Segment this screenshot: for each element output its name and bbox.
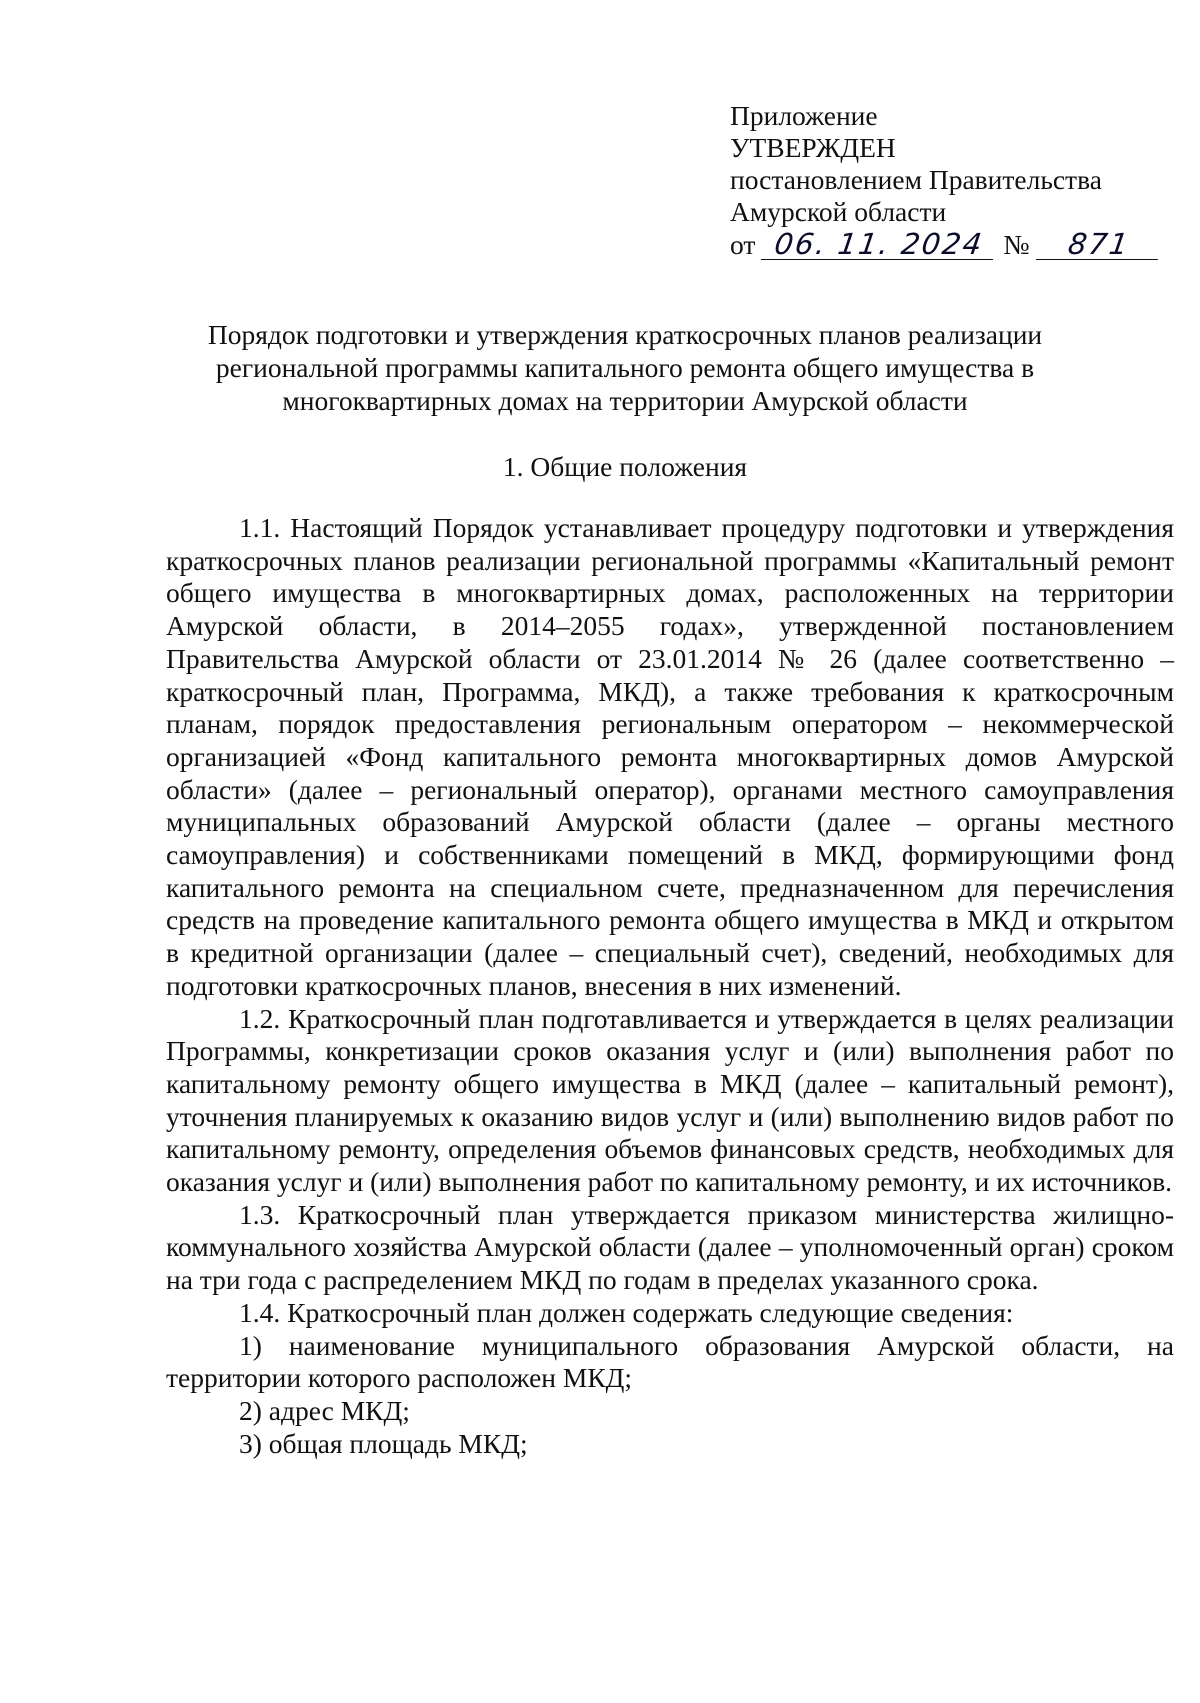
document-title-line-1: Порядок подготовки и утверждения краткосрочных планов реализации: [207, 319, 1043, 350]
document-title-line-2: региональной программы капитального ремонта общего имущества в: [215, 352, 1035, 383]
list-item-3: 3) общая площадь МКД;: [239, 1427, 528, 1459]
document-body: [166, 512, 1174, 1460]
approval-appendix-label: Приложение: [730, 100, 878, 131]
handwritten-date: 06. 11. 2024: [761, 229, 997, 260]
approval-approved-label: УТВЕРЖДЕН: [730, 132, 896, 163]
approval-region-label: Амурской области: [730, 196, 947, 227]
approval-date-number-row: [730, 229, 1170, 261]
approval-resolution-label: постановлением Правительства: [730, 164, 1102, 195]
paragraph-1-2: 1.2. Краткосрочный план подготавливается и утверждается в целях реализации Программы, конкретизации сроков оказания услуг и (или) выполнения работ по капитальному ремонту общего имущества в МКД (далее – капитальный ремонт), уточнения планируемых к оказанию видов услуг и (или) выполнению видов работ по капитальному ремонту, определения объемов финансовых средств, необходимых для оказания услуг и (или) выполнения работ по капитальному ремонту, и их источников.: [166, 1002, 1174, 1198]
approval-from-label: от: [730, 229, 756, 260]
paragraph-1-1: 1.1. Настоящий Порядок устанавливает процедуру подготовки и утверждения краткосрочных планов реализации региональной программы «Капитальный ремонт общего имущества в многоквартирных домах, расположенных на территории Амурской области, в 2014–2055 годах», утвержденной постановлением Правительства Амурской области от 23.01.2014 № 26 (далее соответственно – краткосрочный план, Программа, МКД), а также требования к краткосрочным планам, порядок предоставления региональным оператором – некоммерческой организацией «Фонд капитального ремонта многоквартирных домов Амурской области» (далее – региональный оператор), органами местного самоуправления муниципальных образований Амурской области (далее – органы местного самоуправления) и собственниками помещений в МКД, формирующими фонд капитального ремонта на специальном счете, предназначенном для перечисления средств на проведение капитального ремонта общего имущества в МКД и открытом в кредитной организации (далее – специальный счет), сведений, необходимых для подготовки краткосрочных планов, внесения в них изменений.: [166, 512, 1174, 1001]
document-title-line-3: многоквартирных домах на территории Амурской области: [282, 385, 968, 416]
section-heading: 1. Общие положения: [502, 451, 748, 482]
number-sign-label: №: [1003, 229, 1030, 260]
approval-block: [730, 100, 1170, 261]
document-title: [160, 318, 1090, 417]
list-item-2: 2) адрес МКД;: [239, 1394, 410, 1426]
handwritten-number: 871: [1035, 229, 1161, 260]
paragraph-1-3: 1.3. Краткосрочный план утверждается приказом министерства жилищно-коммунального хозяйства Амурской области (далее – уполномоченный орган) сроком на три года с распределением МКД по годам в пределах указанного срока.: [166, 1198, 1174, 1296]
paragraph-1-4: 1.4. Краткосрочный план должен содержать следующие сведения:: [239, 1296, 1014, 1328]
list-item-1: 1) наименование муниципального образования Амурской области, на территории которого расположен МКД;: [166, 1329, 1174, 1394]
